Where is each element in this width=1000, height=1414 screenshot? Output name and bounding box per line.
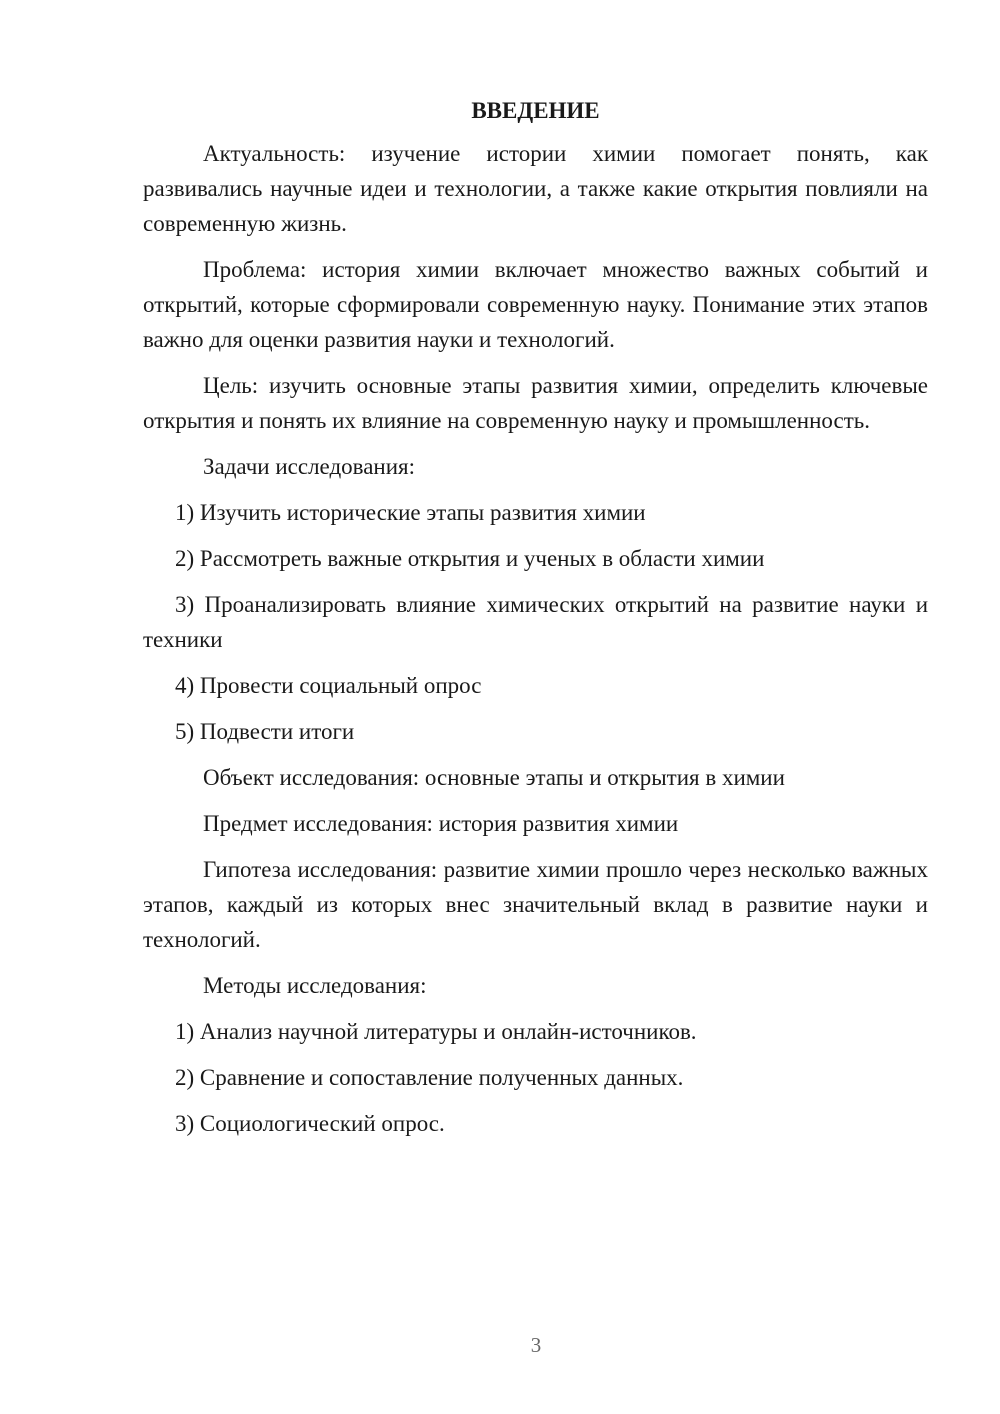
object-paragraph: Объект исследования: основные этапы и открытия в химии [203, 765, 785, 790]
problem-paragraph: Проблема: история химии включает множество важных событий и открытий, которые сформировали современную науку. Понимание этих этапов важно для оценки развития науки и технологий. [143, 257, 928, 352]
page-content [143, 96, 928, 1152]
task-item: 3) Проанализировать влияние химических открытий на развитие науки и техники [143, 592, 928, 652]
page-number: 3 [530, 1333, 542, 1357]
method-item: 3) Социологический опрос. [175, 1111, 445, 1136]
relevance-paragraph: Актуальность: изучение истории химии помогает понять, как развивались научные идеи и технологии, а также какие открытия повлияли на современную жизнь. [143, 141, 928, 236]
task-item: 1) Изучить исторические этапы развития химии [175, 500, 646, 525]
task-item: 4) Провести социальный опрос [175, 673, 482, 698]
task-item: 2) Рассмотреть важные открытия и ученых в области химии [175, 546, 765, 571]
section-title: ВВЕДЕНИЕ [471, 98, 600, 123]
hypothesis-paragraph: Гипотеза исследования: развитие химии прошло через несколько важных этапов, каждый из которых внес значительный вклад в развитие науки и технологий. [143, 857, 928, 952]
method-item: 2) Сравнение и сопоставление полученных данных. [175, 1065, 684, 1090]
goal-paragraph: Цель: изучить основные этапы развития химии, определить ключевые открытия и понять их влияние на современную науку и промышленность. [143, 373, 928, 433]
method-item: 1) Анализ научной литературы и онлайн-источников. [175, 1019, 697, 1044]
methods-heading: Методы исследования: [203, 973, 427, 998]
subject-paragraph: Предмет исследования: история развития химии [203, 811, 679, 836]
task-item: 5) Подвести итоги [175, 719, 355, 744]
tasks-heading: Задачи исследования: [203, 454, 416, 479]
